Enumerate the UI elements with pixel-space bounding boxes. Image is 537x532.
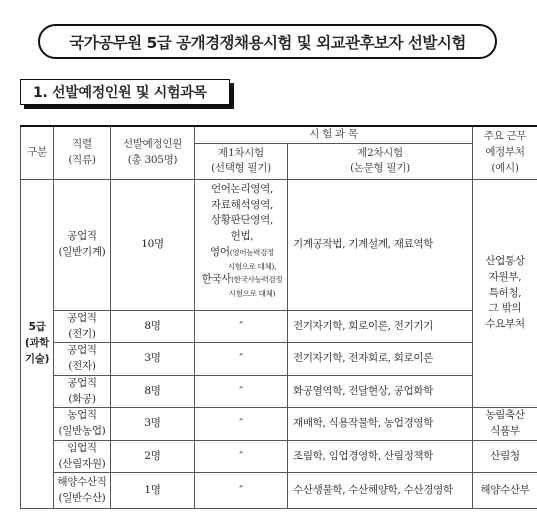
header-dept <box>473 126 537 179</box>
dept-line: 그 밖의 <box>488 302 522 315</box>
count-cell: 3명 <box>111 408 195 441</box>
table-row <box>21 408 537 441</box>
category-cell <box>21 179 54 509</box>
job-line2: (일반수산) <box>58 491 106 504</box>
table-row <box>21 310 537 343</box>
count-cell: 10명 <box>111 179 195 310</box>
count-cell: 2명 <box>111 440 195 473</box>
job-line1: 공업직 <box>67 344 97 357</box>
table-row <box>21 473 537 509</box>
first-subject-note: 시험으로 대체) <box>228 288 276 298</box>
job-cell <box>54 408 111 441</box>
job-line1: 농업직 <box>67 409 97 422</box>
job-cell <box>54 343 111 376</box>
job-cell <box>54 473 111 509</box>
category-line2: (과학 <box>24 337 50 350</box>
header-job <box>54 126 111 179</box>
header-first-line2: (선택형 필기) <box>211 162 271 175</box>
second-exam-cell: 전기자기학, 회로이론, 전기기기 <box>288 310 473 343</box>
second-exam-cell: 수산생물학, 수산해양학, 수산경영학 <box>288 473 473 509</box>
job-cell <box>54 375 111 408</box>
header-dept-line2: 예정부처 <box>485 146 525 158</box>
job-line1: 공업직 <box>67 376 97 389</box>
header-row-1 <box>21 126 537 143</box>
first-exam-cell: ″ <box>195 473 288 509</box>
header-job-line2: (직류) <box>68 153 96 166</box>
document-title: 국가공무원 5급 공개경쟁채용시험 및 외교관후보자 선발시험 <box>38 24 497 59</box>
header-dept-line3: (예시) <box>491 161 519 174</box>
dept-line: 산업통상 <box>485 255 525 268</box>
first-subject-note: (한국사능력검정 <box>231 274 283 284</box>
job-line2: (전자) <box>68 360 96 372</box>
dept-cell <box>473 408 537 441</box>
dept-line: 수요부처 <box>485 318 525 331</box>
table-row <box>21 375 537 408</box>
second-exam-cell: 전기자기학, 전자회로, 회로이론 <box>288 343 473 376</box>
job-line2: (전기) <box>68 327 96 340</box>
header-dept-line1: 주요 근무 <box>483 130 527 143</box>
dept-cell: 해양수산부 <box>473 473 537 509</box>
first-exam-cell: ″ <box>195 343 288 376</box>
header-exam-subjects: 시 험 과 목 <box>195 126 473 143</box>
second-exam-cell: 조림학, 임업경영학, 산림정책학 <box>288 440 473 473</box>
second-exam-cell: 화공열역학, 전달현상, 공업화학 <box>288 375 473 408</box>
table-row <box>21 440 537 473</box>
header-job-line1: 직렬 <box>72 138 92 151</box>
header-count-line1: 선발예정인원 <box>122 138 183 151</box>
job-line2: (일반농업) <box>58 425 106 437</box>
first-subject-history: 한국사 <box>201 272 232 285</box>
first-exam-cell: ″ <box>195 408 288 441</box>
job-line2: (화공) <box>68 392 96 405</box>
table-row <box>21 343 537 376</box>
job-line1: 임업직 <box>67 441 97 454</box>
first-subject: 상황판단영역, <box>210 214 274 227</box>
header-count <box>111 126 195 179</box>
count-cell: 8명 <box>111 375 195 408</box>
dept-cell: 산림청 <box>473 440 537 473</box>
job-cell <box>54 310 111 343</box>
dept-line: 농림축산 <box>485 409 525 422</box>
section-heading: 1. 선발예정인원 및 시험과목 <box>20 79 230 105</box>
dept-line: 특허청, <box>488 286 522 299</box>
category-line1: 5급 <box>28 321 46 334</box>
first-subject <box>200 245 284 261</box>
first-subject <box>200 272 284 288</box>
category-line3: 기술) <box>24 352 50 365</box>
second-exam-cell: 재배학, 식용작물학, 농업경영학 <box>288 408 473 441</box>
job-line2: (일반기계) <box>58 245 106 258</box>
job-line1: 공업직 <box>67 311 97 324</box>
table-row <box>21 179 537 310</box>
first-exam-cell: ″ <box>195 310 288 343</box>
header-category: 구분 <box>21 126 54 179</box>
header-second-exam <box>288 143 473 179</box>
dept-line: 식품부 <box>490 425 520 437</box>
count-cell: 1명 <box>111 473 195 509</box>
first-subject: 자료해석영역, <box>210 198 274 211</box>
count-cell: 8명 <box>111 310 195 343</box>
dept-line: 자원부, <box>488 270 522 283</box>
first-subject-note: (영어능력검정 <box>229 247 274 257</box>
first-exam-cell: ″ <box>195 440 288 473</box>
first-subject: 헌법, <box>230 230 254 242</box>
job-cell <box>54 179 111 310</box>
first-subject: 언어논리영역, <box>210 182 274 195</box>
dept-cell-engineering <box>473 179 537 408</box>
exam-table <box>20 125 537 509</box>
second-exam-cell: 기계공작법, 기계설계, 재료역학 <box>288 179 473 310</box>
header-second-line2: (논문형 필기) <box>350 162 410 175</box>
job-line1: 공업직 <box>67 230 97 242</box>
job-cell <box>54 440 111 473</box>
count-cell: 3명 <box>111 343 195 376</box>
first-subject-note: 시험으로 대체), <box>227 261 277 271</box>
job-line2: (산림자원) <box>58 457 106 470</box>
first-subject-english: 영어 <box>210 245 230 258</box>
header-first-line1: 제1차시험 <box>218 146 264 159</box>
header-second-line1: 제2차시험 <box>357 146 403 159</box>
first-exam-cell: ″ <box>195 375 288 408</box>
first-exam-subjects <box>195 179 288 310</box>
header-count-line2: (총 305명) <box>127 153 178 166</box>
job-line1: 해양수산직 <box>57 476 107 488</box>
header-first-exam <box>195 143 288 179</box>
